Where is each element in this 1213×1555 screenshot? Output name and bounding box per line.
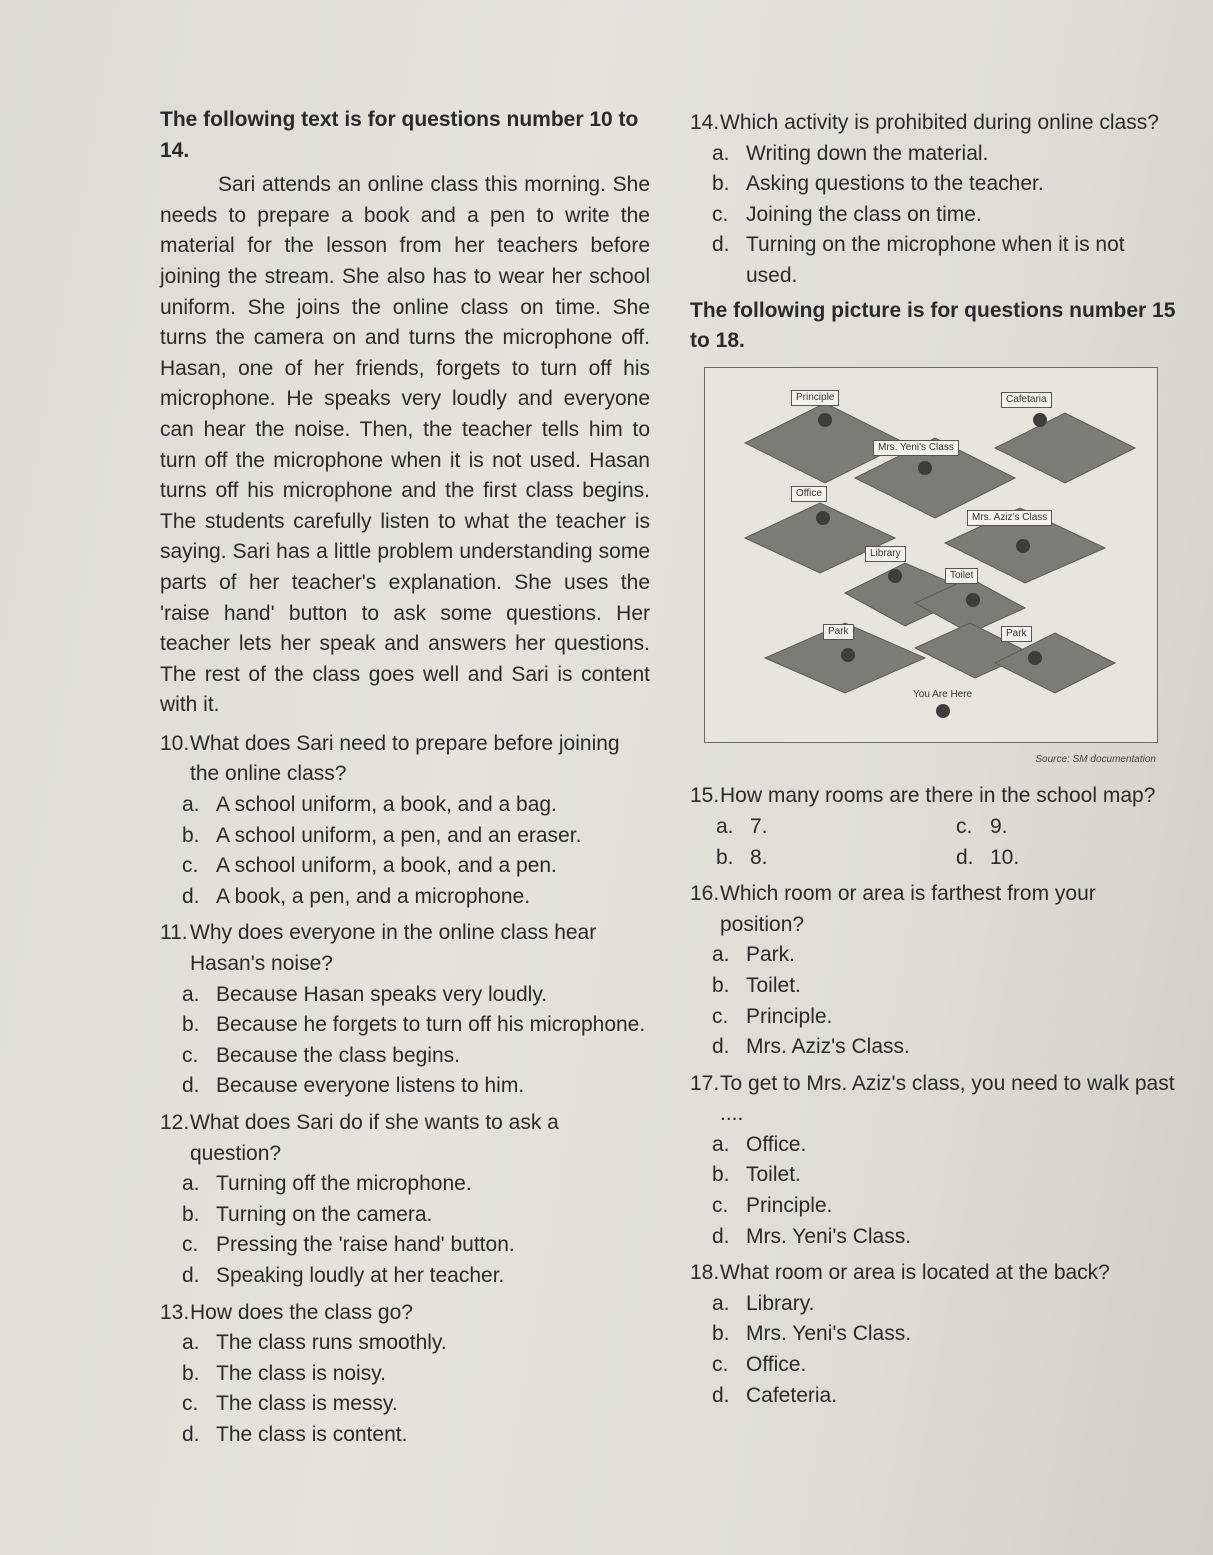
question-stem: Why does everyone in the online class hear Hasan's noise? <box>190 921 597 976</box>
park-right-tile <box>995 633 1115 693</box>
option-b[interactable] <box>182 1010 650 1041</box>
option-d[interactable] <box>712 1222 1180 1253</box>
option-letter: d. <box>956 845 974 869</box>
option-text: Turning on the camera. <box>216 1202 433 1226</box>
option-text: Office. <box>746 1132 807 1156</box>
option-a[interactable] <box>182 1328 650 1359</box>
option-text: Joining the class on time. <box>746 202 982 226</box>
option-letter: b. <box>182 1202 200 1226</box>
option-letter: a. <box>712 943 730 967</box>
question-11 <box>160 918 650 1102</box>
reading-passage <box>160 170 650 721</box>
option-a[interactable] <box>712 139 1180 170</box>
option-d[interactable] <box>182 1420 650 1451</box>
option-text: Office. <box>746 1353 807 1377</box>
option-text: A book, a pen, and a microphone. <box>216 884 531 908</box>
option-text: 10. <box>990 845 1020 869</box>
option-c[interactable] <box>956 812 1156 843</box>
option-c[interactable] <box>182 1041 650 1072</box>
school-map <box>704 367 1158 743</box>
option-letter: b. <box>712 973 730 997</box>
option-text: Because the class begins. <box>216 1043 460 1067</box>
question-13 <box>160 1298 650 1451</box>
option-text: Because everyone listens to him. <box>216 1074 525 1098</box>
option-text: A school uniform, a book, and a pen. <box>216 854 557 878</box>
pin-icon <box>1016 539 1030 553</box>
map-label-park: Park <box>823 624 854 640</box>
option-letter: d. <box>182 1263 200 1287</box>
option-letter: b. <box>716 845 734 869</box>
option-text: Park. <box>746 943 796 967</box>
option-text: Because Hasan speaks very loudly. <box>216 982 548 1006</box>
option-letter: b. <box>712 1322 730 1346</box>
question-stem: Which room or area is farthest from your position? <box>720 882 1096 936</box>
image-source: Source: SM documentation <box>1035 753 1156 765</box>
option-text: Library. <box>746 1291 815 1315</box>
option-text: Turning on the microphone when it is not used. <box>746 233 1125 287</box>
question-stem: How many rooms are there in the school map? <box>720 784 1156 808</box>
map-label-aziz-class: Mrs. Aziz's Class <box>967 510 1052 526</box>
pin-icon <box>966 593 980 607</box>
option-a[interactable] <box>182 980 650 1011</box>
question-18 <box>690 1258 1180 1411</box>
pin-icon <box>841 648 855 662</box>
option-b[interactable] <box>716 843 956 874</box>
question-number: 17. <box>690 1071 720 1095</box>
map-label-toilet: Toilet <box>945 568 978 584</box>
option-b[interactable] <box>712 169 1180 200</box>
option-b[interactable] <box>182 1200 650 1231</box>
map-label-library: Library <box>865 546 906 562</box>
option-d[interactable] <box>182 1071 650 1102</box>
option-letter: d. <box>182 1074 200 1098</box>
map-label-principle: Principle <box>791 390 839 406</box>
option-text: The class is noisy. <box>216 1361 386 1385</box>
question-number: 14. <box>690 111 720 134</box>
pin-icon <box>1028 651 1042 665</box>
option-letter: a. <box>712 1291 730 1315</box>
option-letter: b. <box>712 1163 730 1187</box>
option-letter: d. <box>712 1035 730 1059</box>
option-text: Asking questions to the teacher. <box>746 172 1044 196</box>
question-stem: What does Sari need to prepare before joining the online class? <box>190 731 620 786</box>
option-c[interactable] <box>712 1191 1180 1222</box>
map-label-cafetaria: Cafetaria <box>1001 392 1052 408</box>
option-text: Principle. <box>746 1194 833 1218</box>
option-a[interactable] <box>716 812 956 843</box>
option-letter: d. <box>712 1383 730 1407</box>
option-c[interactable] <box>182 1230 650 1261</box>
option-letter: d. <box>182 1422 200 1446</box>
question-stem: What room or area is located at the back? <box>720 1261 1110 1285</box>
option-d[interactable] <box>182 882 650 913</box>
option-letter: a. <box>712 1132 730 1156</box>
option-a[interactable] <box>712 1130 1180 1161</box>
question-16 <box>690 879 1180 1063</box>
option-b[interactable] <box>712 971 1180 1002</box>
option-text: The class is content. <box>216 1422 408 1446</box>
option-letter: a. <box>182 1172 200 1196</box>
option-letter: c. <box>712 1353 729 1377</box>
option-letter: c. <box>182 1043 199 1067</box>
question-12 <box>160 1108 650 1292</box>
option-letter: b. <box>712 172 730 196</box>
pin-icon <box>1033 413 1047 427</box>
option-letter: a. <box>712 141 730 165</box>
option-a[interactable] <box>712 1289 1180 1320</box>
picture-intro: The following picture is for questions number 15 to 18. <box>690 298 1176 353</box>
question-number: 12. <box>160 1111 190 1134</box>
option-letter: c. <box>712 202 729 226</box>
question-stem: How does the class go? <box>190 1300 413 1324</box>
question-stem: Which activity is prohibited during online class? <box>720 111 1159 134</box>
option-letter: c. <box>182 1233 199 1257</box>
question-stem: What does Sari do if she wants to ask a question? <box>190 1111 559 1165</box>
option-text: Turning off the microphone. <box>216 1172 472 1196</box>
option-b[interactable] <box>712 1160 1180 1191</box>
question-number: 11. <box>160 921 188 945</box>
option-letter: d. <box>712 233 730 257</box>
option-d[interactable] <box>712 1032 1180 1063</box>
option-a[interactable] <box>182 790 650 821</box>
option-text: Toilet. <box>746 973 801 997</box>
right-column <box>690 108 1180 1411</box>
option-text: The class runs smoothly. <box>216 1331 447 1355</box>
cafetaria-tile <box>995 413 1135 483</box>
map-label-park-right: Park <box>1001 626 1032 642</box>
option-letter: d. <box>712 1224 730 1248</box>
option-text: Cafeteria. <box>746 1383 838 1407</box>
question-number: 15. <box>690 784 720 808</box>
option-letter: a. <box>182 793 200 817</box>
option-d[interactable] <box>956 843 1156 874</box>
question-number: 18. <box>690 1261 720 1285</box>
option-c[interactable] <box>182 851 650 882</box>
pin-icon <box>918 461 932 475</box>
option-letter: b. <box>182 823 200 847</box>
option-text: The class is messy. <box>216 1392 398 1416</box>
option-text: 9. <box>990 814 1008 838</box>
option-a[interactable] <box>182 1169 650 1200</box>
option-letter: b. <box>182 1013 200 1037</box>
option-letter: b. <box>182 1361 200 1385</box>
option-d[interactable] <box>712 1381 1180 1412</box>
question-17 <box>690 1069 1180 1253</box>
option-b[interactable] <box>712 1319 1180 1350</box>
map-label-office: Office <box>791 486 827 502</box>
map-label-you-are-here: You Are Here <box>913 688 973 700</box>
option-letter: c. <box>182 1392 199 1416</box>
option-a[interactable] <box>712 940 1180 971</box>
option-b[interactable] <box>182 1359 650 1390</box>
question-number: 16. <box>690 882 720 906</box>
option-letter: a. <box>182 982 200 1006</box>
option-c[interactable] <box>712 200 1180 231</box>
passage-text: Sari attends an online class this morning. She needs to prepare a book and a pen to write the material for the lesson from her teachers before joining the stream. She also has to wear her school uniform. She joins the online class on time. She turns the camera on and turns the microphone off. Hasan, one of her friends, forgets to turn off his microphone. He speaks very loudly and everyone can hear the noise. Then, the teacher tells him to turn off the microphone when it is not used. Hasan turns off his microphone and the first class begins. The students carefully listen to what the teacher is saying. Sari has a little problem understanding some parts of her teacher's explanation. She uses the 'raise hand' button to ask some questions. Her teacher lets her speak and answers her questions. The rest of the class goes well and Sari is content with it. <box>160 173 650 717</box>
question-number: 13. <box>160 1300 190 1324</box>
question-10 <box>160 729 650 913</box>
left-column <box>160 105 650 1451</box>
pin-icon <box>888 569 902 583</box>
option-text: Speaking loudly at her teacher. <box>216 1263 505 1287</box>
option-letter: c. <box>182 854 199 878</box>
option-d[interactable] <box>182 1261 650 1292</box>
option-text: 8. <box>750 845 768 869</box>
option-text: Mrs. Yeni's Class. <box>746 1224 912 1248</box>
option-text: A school uniform, a pen, and an eraser. <box>216 823 582 847</box>
option-letter: a. <box>182 1331 200 1355</box>
option-c[interactable] <box>712 1002 1180 1033</box>
option-c[interactable] <box>182 1389 650 1420</box>
passage-intro: The following text is for questions number 10 to 14. <box>160 108 639 162</box>
option-text: Toilet. <box>746 1163 801 1187</box>
option-text: Pressing the 'raise hand' button. <box>216 1233 515 1257</box>
option-c[interactable] <box>712 1350 1180 1381</box>
question-14 <box>690 108 1180 292</box>
option-letter: c. <box>712 1004 729 1028</box>
option-letter: d. <box>182 884 200 908</box>
option-text: Mrs. Aziz's Class. <box>746 1035 910 1059</box>
option-text: Because he forgets to turn off his microphone. <box>216 1013 646 1037</box>
option-text: Principle. <box>746 1004 833 1028</box>
option-text: 7. <box>750 814 768 838</box>
option-letter: a. <box>716 814 734 838</box>
option-d[interactable] <box>712 230 1180 291</box>
pin-icon <box>816 511 830 525</box>
option-letter: c. <box>956 814 973 838</box>
map-label-yeni-class: Mrs. Yeni's Class <box>873 440 959 456</box>
question-15 <box>690 781 1180 873</box>
option-text: Mrs. Yeni's Class. <box>746 1322 912 1346</box>
pin-icon <box>818 413 832 427</box>
option-text: Writing down the material. <box>746 141 989 165</box>
option-text: A school uniform, a book, and a bag. <box>216 793 557 817</box>
option-b[interactable] <box>182 821 650 852</box>
question-stem: To get to Mrs. Aziz's class, you need to walk past .... <box>720 1071 1175 1126</box>
question-number: 10. <box>160 731 190 755</box>
option-letter: c. <box>712 1194 729 1218</box>
